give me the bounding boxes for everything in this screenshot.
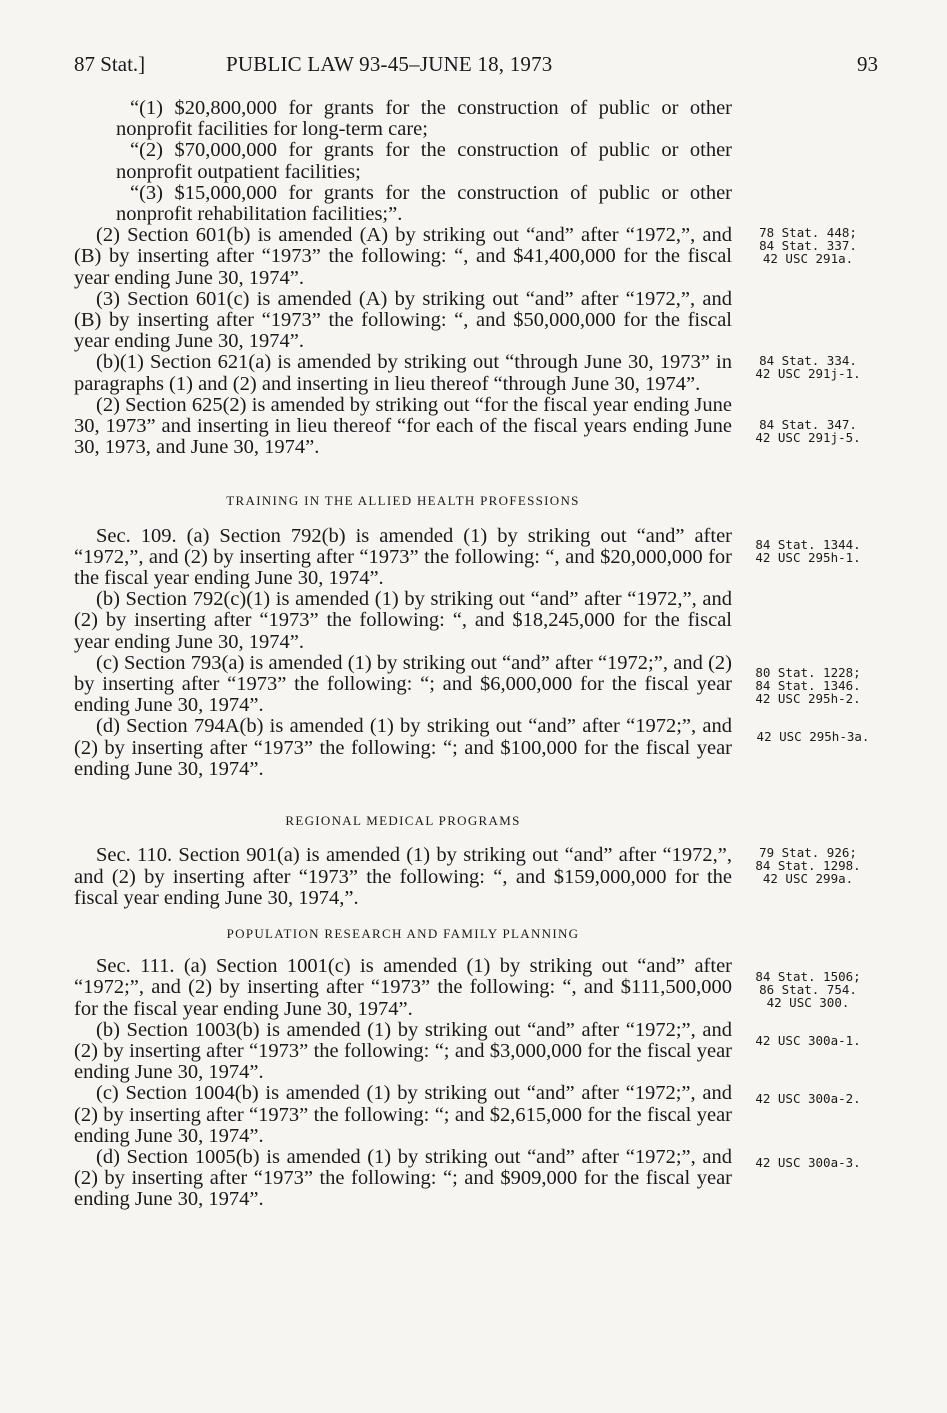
margin-note-citation	[738, 666, 878, 705]
margin-note-line: 78 Stat. 448;	[759, 225, 857, 240]
margin-note-citation	[738, 970, 878, 1009]
page-header	[74, 52, 878, 80]
clause-q3: “(3) $15,000,000 for grants for the construction of public or other nonprofit rehabilitation facilities;”.	[116, 181, 732, 226]
paragraph-b1: (b)(1) Section 621(a) is amended by striking out “through June 30, 1973” in paragraphs (1) and (2) and inserting in lieu thereof “through June 30, 1974”.	[74, 351, 732, 395]
page-number: 93	[857, 52, 878, 76]
margin-note-citation	[738, 1156, 878, 1169]
margin-note-line: 42 USC 291a.	[762, 251, 854, 266]
section-109-d: (d) Section 794A(b) is amended (1) by striking out “and” after “1972;”, and (2) by inserting after “1973” the following: “; and $100,000 for the fiscal year ending June 30, 1974”.	[74, 715, 732, 780]
margin-note-citation	[738, 354, 878, 380]
clause-q2: “(2) $70,000,000 for grants for the construction of public or other nonprofit outpatient facilities;	[116, 139, 732, 183]
clause-q1: “(1) $20,800,000 for grants for the construction of public or other nonprofit facilities for long-term care;	[116, 97, 732, 141]
margin-note-line: 84 Stat. 1506;	[755, 969, 861, 984]
margin-note-line: 42 USC 295h-2.	[755, 691, 861, 706]
heading-population-research: POPULATION RESEARCH AND FAMILY PLANNING	[226, 925, 580, 941]
margin-note-citation	[738, 846, 878, 885]
body-text	[74, 98, 732, 1211]
section-111-d: (d) Section 1005(b) is amended (1) by striking out “and” after “1972;”, and (2) by inserting after “1973” the following: “; and $909,000 for the fiscal year ending June 30, 1974”.	[74, 1145, 732, 1211]
section-109-b: (b) Section 792(c)(1) is amended (1) by striking out “and” after “1972,”, and (2) by inserting after “1973” the following: “, and $18,245,000 for the fiscal year ending June 30, 1974”.	[74, 588, 732, 653]
margin-note-line: 84 Stat. 1344.	[755, 537, 861, 552]
section-110: Sec. 110. Section 901(a) is amended (1) by striking out “and” after “1972,”, and (2) by inserting after “1973” the following: “, and $159,000,000 for the fiscal year ending June 30, 1974,”.	[74, 844, 732, 909]
margin-note-line: 84 Stat. 337.	[759, 238, 857, 253]
margin-note-line: 42 USC 295h-3a.	[756, 729, 870, 744]
margin-note-line: 42 USC 291j-5.	[755, 430, 861, 445]
margin-note-line: 80 Stat. 1228;	[755, 665, 861, 680]
paragraph-2: (2) Section 601(b) is amended (A) by striking out “and” after “1972,”, and (B) by inserting after “1973” the following: “, and $41,400,000 for the fiscal year ending June 30, 1974”.	[74, 224, 732, 289]
section-111-b: (b) Section 1003(b) is amended (1) by striking out “and” after “1972;”, and (2) by inserting after “1973” the following: “; and $3,000,000 for the fiscal year ending June 30, 1974”.	[74, 1018, 732, 1084]
margin-note-citation	[738, 1092, 878, 1105]
heading-regional-medical: REGIONAL MEDICAL PROGRAMS	[285, 813, 521, 829]
margin-note-citation	[738, 1034, 878, 1047]
margin-note-line: 84 Stat. 1298.	[755, 858, 861, 873]
paragraph-3: (3) Section 601(c) is amended (A) by striking out “and” after “1972,”, and (B) by inserting after “1973” the following: “, and $50,000,000 for the fiscal year ending June 30, 1974”.	[74, 287, 732, 353]
margin-note-line: 42 USC 295h-1.	[755, 550, 861, 565]
margin-note-line: 84 Stat. 1346.	[755, 678, 861, 693]
section-109-c: (c) Section 793(a) is amended (1) by striking out “and” after “1972;”, and (2) by inserting after “1973” the following: “; and $6,000,000 for the fiscal year ending June 30, 1974”.	[74, 651, 732, 717]
margin-note-citation	[748, 730, 878, 743]
margin-note-line: 84 Stat. 347.	[759, 417, 857, 432]
margin-note-line: 42 USC 300a-1.	[755, 1033, 861, 1048]
statute-volume: 87 Stat.]	[74, 52, 146, 76]
margin-note-line: 79 Stat. 926;	[759, 845, 857, 860]
section-111-a: Sec. 111. (a) Section 1001(c) is amended (1) by striking out “and” after “1972;”, and (2) by inserting after “1973” the following: “, and $111,500,000 for the fiscal year ending June 30, 1974”.	[74, 955, 732, 1020]
margin-note-citation	[738, 538, 878, 564]
margin-note-citation	[738, 226, 878, 265]
margin-note-citation	[738, 418, 878, 444]
margin-note-line: 42 USC 300.	[766, 995, 850, 1010]
margin-note-line: 86 Stat. 754.	[759, 982, 857, 997]
paragraph-b2: (2) Section 625(2) is amended by striking out “for the fiscal year ending June 30, 1973” and inserting in lieu thereof “for each of the fiscal years ending June 30, 1973, and June 30, 1974”.	[74, 393, 732, 459]
section-109-a: Sec. 109. (a) Section 792(b) is amended (1) by striking out “and” after “1972,”, and (2) by inserting after “1973” the following: “, and $20,000,000 for the fiscal year ending June 30, 1974”.	[74, 524, 732, 590]
running-title: PUBLIC LAW 93-45–JUNE 18, 1973	[226, 52, 553, 76]
margin-note-line: 42 USC 300a-3.	[755, 1155, 861, 1170]
margin-note-line: 84 Stat. 334.	[759, 353, 857, 368]
heading-allied-health: TRAINING IN THE ALLIED HEALTH PROFESSIONS	[226, 493, 580, 509]
section-111-c: (c) Section 1004(b) is amended (1) by striking out “and” after “1972;”, and (2) by inserting after “1973” the following: “; and $2,615,000 for the fiscal year ending June 30, 1974”.	[74, 1082, 732, 1147]
margin-note-line: 42 USC 300a-2.	[755, 1091, 861, 1106]
margin-note-line: 42 USC 291j-1.	[755, 366, 861, 381]
margin-note-line: 42 USC 299a.	[762, 871, 854, 886]
